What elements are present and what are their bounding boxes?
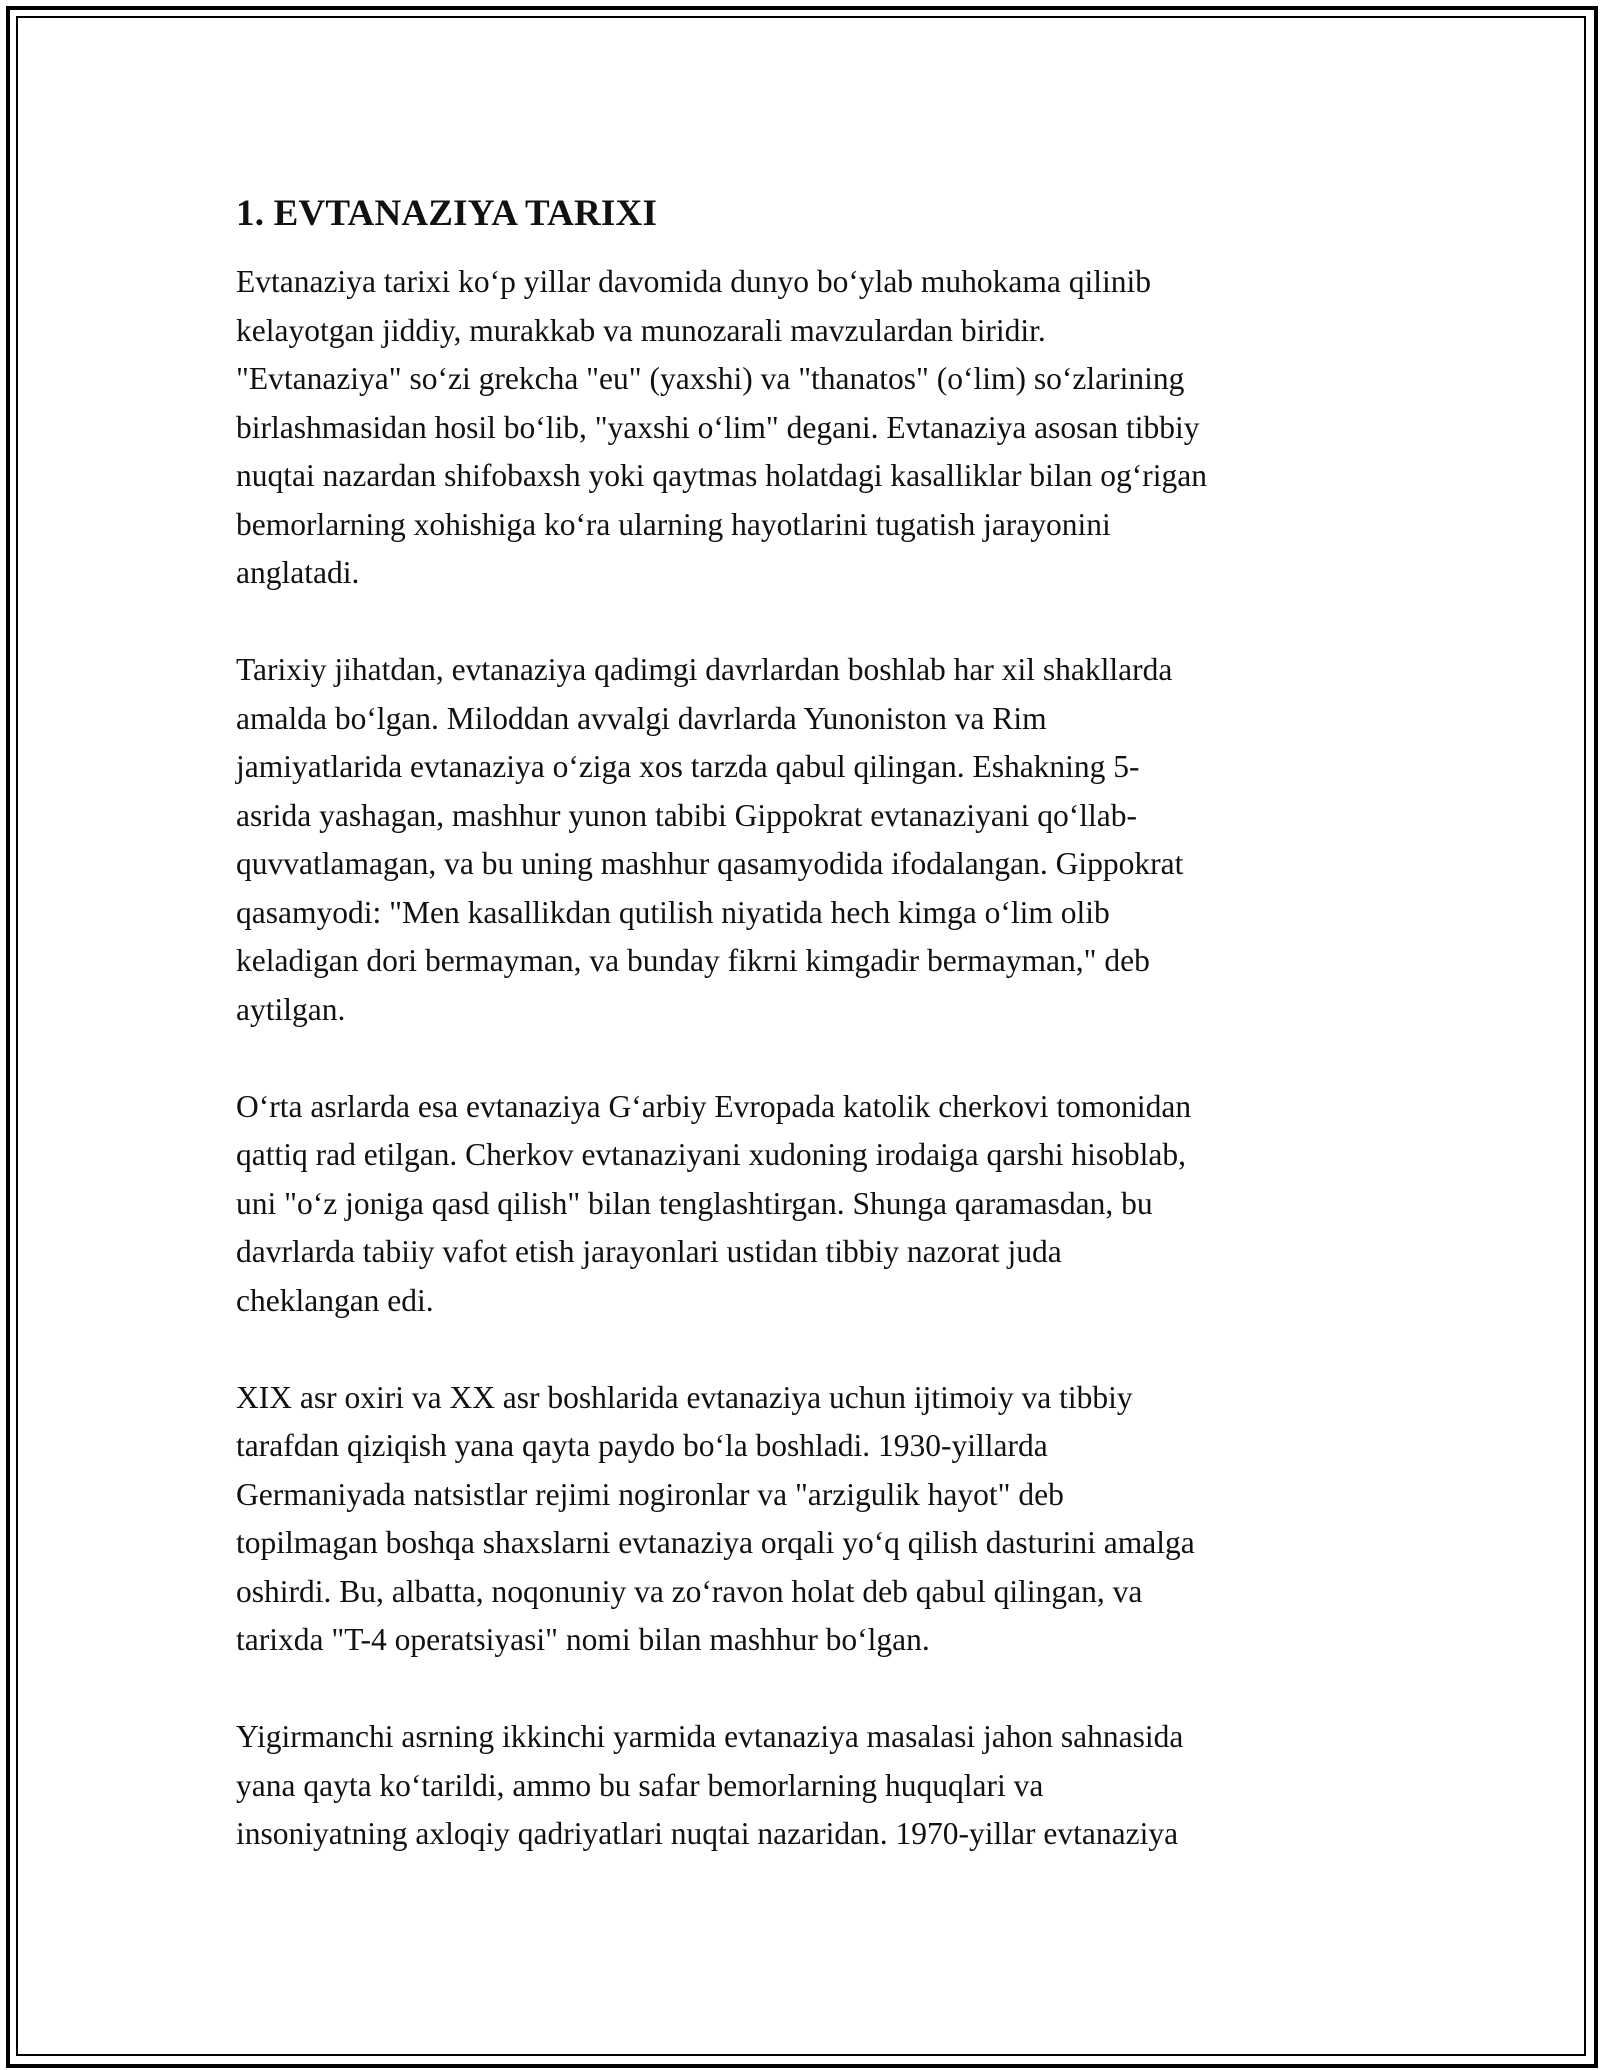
text-line: insoniyatning axloqiy qadriyatlari nuqtai nazaridan. 1970-yillar evtanaziya [236, 1816, 1179, 1851]
text-line: davrlarda tabiiy vafot etish jarayonlari ustidan tibbiy nazorat juda [236, 1234, 1062, 1269]
text-line: oshirdi. Bu, albatta, noqonuniy va zo‘ravon holat deb qabul qilingan, va [236, 1573, 1143, 1609]
text-line: birlashmasidan hosil bo‘lib, "yaxshi o‘lim" degani. Evtanaziya asosan tibbiy [236, 409, 1200, 445]
text-line: O‘rta asrlarda esa evtanaziya G‘arbiy Evropada katolik cherkovi tomonidan [236, 1088, 1192, 1124]
text-line: qattiq rad etilgan. Cherkov evtanaziyani xudoning irodaiga qarshi hisoblab, [236, 1137, 1186, 1172]
text-line: Yigirmanchi asrning ikkinchi yarmida evtanaziya masalasi jahon sahnasida [236, 1719, 1184, 1754]
text-line: "Evtanaziya" so‘zi grekcha "eu" (yaxshi) va "thanatos" (o‘lim) so‘zlarining [236, 361, 1185, 396]
text-line: kelayotgan jiddiy, murakkab va munozarali mavzulardan biridir. [236, 312, 1046, 348]
paragraph-3 [236, 1083, 1386, 1326]
text-line: bemorlarning xohishiga ko‘ra ularning hayotlarini tugatish jarayonini [236, 506, 1111, 542]
text-line: Evtanaziya tarixi ko‘p yillar davomida dunyo bo‘ylab muhokama qilinib [236, 264, 1152, 299]
text-line: quvvatlamagan, va bu uning mashhur qasamyodida ifodalangan. Gippokrat [236, 846, 1184, 881]
text-line: Tarixiy jihatdan, evtanaziya qadimgi davrlardan boshlab har xil shakllarda [236, 652, 1173, 687]
text-line: uni "o‘z joniga qasd qilish" bilan tenglashtirgan. Shunga qaramasdan, bu [236, 1185, 1153, 1221]
page-title: 1. EVTANAZIYA TARIXI [236, 193, 658, 234]
text-line: anglatadi. [236, 555, 360, 590]
paragraph-2 [236, 646, 1386, 1034]
text-line: topilmagan boshqa shaxslarni evtanaziya orqali yo‘q qilish dasturini amalga [236, 1525, 1195, 1560]
text-line: jamiyatlarida evtanaziya o‘ziga xos tarzda qabul qilingan. Eshakning 5- [236, 749, 1140, 784]
paragraph-1 [236, 258, 1386, 598]
text-line: amalda bo‘lgan. Miloddan avvalgi davrlarda Yunoniston va Rim [236, 700, 1047, 736]
text-line: XIX asr oxiri va XX asr boshlarida evtanaziya uchun ijtimoiy va tibbiy [236, 1379, 1133, 1415]
text-line: Germaniyada natsistlar rejimi nogironlar va "arzigulik hayot" deb [236, 1476, 1064, 1512]
text-line: yana qayta ko‘tarildi, ammo bu safar bemorlarning huquqlari va [236, 1767, 1044, 1803]
text-line: keladigan dori bermayman, va bunday fikrni kimgadir bermayman," deb [236, 943, 1150, 978]
text-line: tarixda "T-4 operatsiyasi" nomi bilan mashhur bo‘lgan. [236, 1622, 930, 1657]
text-line: tarafdan qiziqish yana qayta paydo bo‘la boshladi. 1930-yillarda [236, 1428, 1048, 1463]
text-line: asrida yashagan, mashhur yunon tabibi Gippokrat evtanaziyani qo‘llab- [236, 797, 1137, 833]
document-body [236, 190, 1386, 1907]
text-line: cheklangan edi. [236, 1282, 434, 1318]
paragraph-5 [236, 1713, 1386, 1859]
paragraph-4 [236, 1374, 1386, 1665]
text-line: qasamyodi: "Men kasallikdan qutilish niyatida hech kimga o‘lim olib [236, 894, 1110, 930]
text-line: aytilgan. [236, 991, 346, 1027]
text-line: nuqtai nazardan shifobaxsh yoki qaytmas holatdagi kasalliklar bilan og‘rigan [236, 458, 1207, 493]
